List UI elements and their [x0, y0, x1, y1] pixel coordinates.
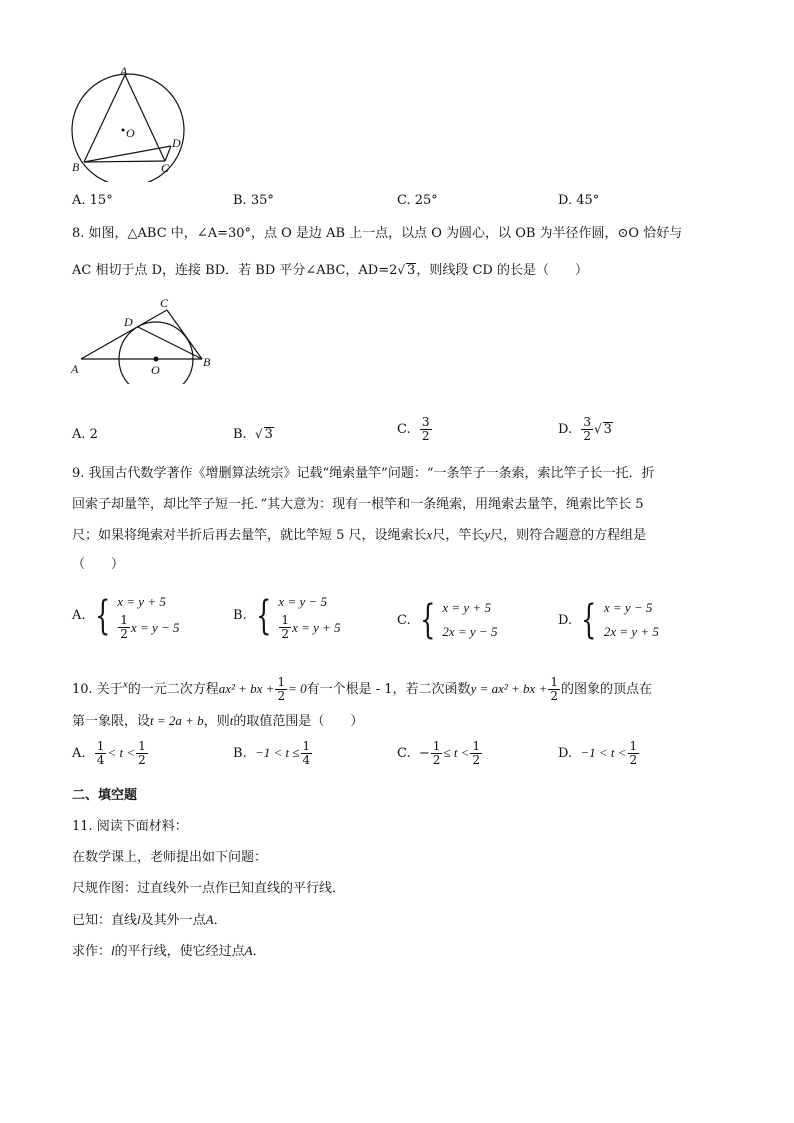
q9-option-d: D. { x = y − 5 2x = y + 5 — [558, 597, 659, 643]
q8-figure — [66, 292, 226, 384]
q9-option-c: C. { x = y + 5 2x = y − 5 — [397, 597, 498, 643]
q9-text-line2: 回索子却量竿，却比竿子短一托．”其大意为：现有一根竿和一条绳索，用绳索去量竿，绳索比竿长 5 — [72, 497, 644, 512]
q7-option-a: A. 15° — [72, 193, 113, 208]
q8-center-dot — [154, 357, 159, 362]
q8-label-D: D — [124, 315, 133, 329]
q8-line-BD — [138, 327, 202, 359]
q7-line-BC — [84, 161, 165, 162]
q11-line4: 已知：直线l及其外一点A． — [72, 912, 227, 928]
q11-line3: 尺规作图：过直线外一点作已知直线的平行线． — [72, 881, 346, 896]
section-title: 二、填空题 — [72, 788, 138, 803]
q8-label-A: A — [71, 362, 79, 376]
q8-option-b: B. √ 3 — [233, 427, 273, 442]
q8-text-line2: AC 相切于点 D，连接 BD．若 BD 平分∠ABC，AD=2√ 3，则线段 CD 的长是（ ） — [72, 263, 588, 278]
q7-option-c: C. 25° — [397, 193, 438, 208]
q9-option-b: B. { x = y − 5 $\frac{1}{2}$ x = y + 5 — [233, 592, 341, 641]
q11-line5: 求作：l的平行线，使它经过点A． — [72, 943, 266, 959]
q10-text-line2: 第一象限，设t = 2a + b，则t的取值范围是（ ） — [72, 713, 364, 729]
q7-line-CD — [165, 146, 171, 161]
q8-option-a: A. 2 — [72, 427, 98, 442]
q10-option-b: B. −1 < t ≤ $\frac{1}{4}$ — [233, 739, 311, 767]
q7-option-b: B. 35° — [233, 193, 274, 208]
q7-label-O: O — [126, 126, 135, 140]
q7-label-A: A — [120, 64, 128, 78]
q10-text-line1: 10. 关于$^x$的一元二次方程ax² + bx + $\frac{1}{2}$ = 0有一个根是 - 1，若二次函数y = ax² + bx + $\frac{1}{2}$ 的图象的顶点在 — [72, 675, 652, 703]
q8-label-C: C — [160, 296, 169, 310]
q10-option-d: D. −1 < t < $\frac{1}{2}$ — [558, 739, 638, 767]
q8-option-c: C. $\frac{3}{2}$ — [397, 415, 430, 443]
q7-option-d: D. 45° — [558, 193, 600, 208]
q8-label-O: O — [151, 363, 160, 377]
q7-figure — [60, 62, 200, 182]
q9-text-line1: 9. 我国古代数学著作《增删算法统宗》记载“绳索量竿”问题：“一条竿子一条索，索比竿子长一托．折 — [72, 466, 655, 481]
q9-text-line4: （ ） — [72, 557, 125, 572]
q7-label-C: C — [161, 161, 170, 175]
q7-center-dot — [122, 129, 125, 132]
q10-option-a: A. $\frac{1}{4}$ < t < $\frac{1}{2}$ — [72, 739, 146, 767]
q11-line2: 在数学课上，老师提出如下问题： — [72, 850, 268, 865]
q9-text-line3: 尺；如果将绳索对半折后再去量竿，就比竿短 5 尺，设绳索长x尺，竿长y尺，则符合题意的方程组是 — [72, 527, 647, 543]
q7-line-BD — [84, 146, 171, 162]
q10-option-c: C. − $\frac{1}{2}$ ≤ t < $\frac{1}{2}$ — [397, 739, 481, 767]
q11-line1: 11. 阅读下面材料： — [72, 819, 188, 834]
q7-label-B: B — [72, 160, 80, 174]
q8-option-d: D. $\frac{3}{2}$ √ 3 — [558, 415, 612, 443]
q8-text-line1: 8. 如图，△ABC 中，∠A=30°，点 O 是边 AB 上一点，以点 O 为圆心，以 OB 为半径作圆，⊙O 恰好与 — [72, 226, 683, 241]
q7-label-D: D — [172, 136, 181, 150]
q8-label-B: B — [203, 355, 211, 369]
q9-option-a: A. { x = y + 5 $\frac{1}{2}$ x = y − 5 — [72, 592, 180, 641]
q8-line-BC — [167, 310, 202, 359]
